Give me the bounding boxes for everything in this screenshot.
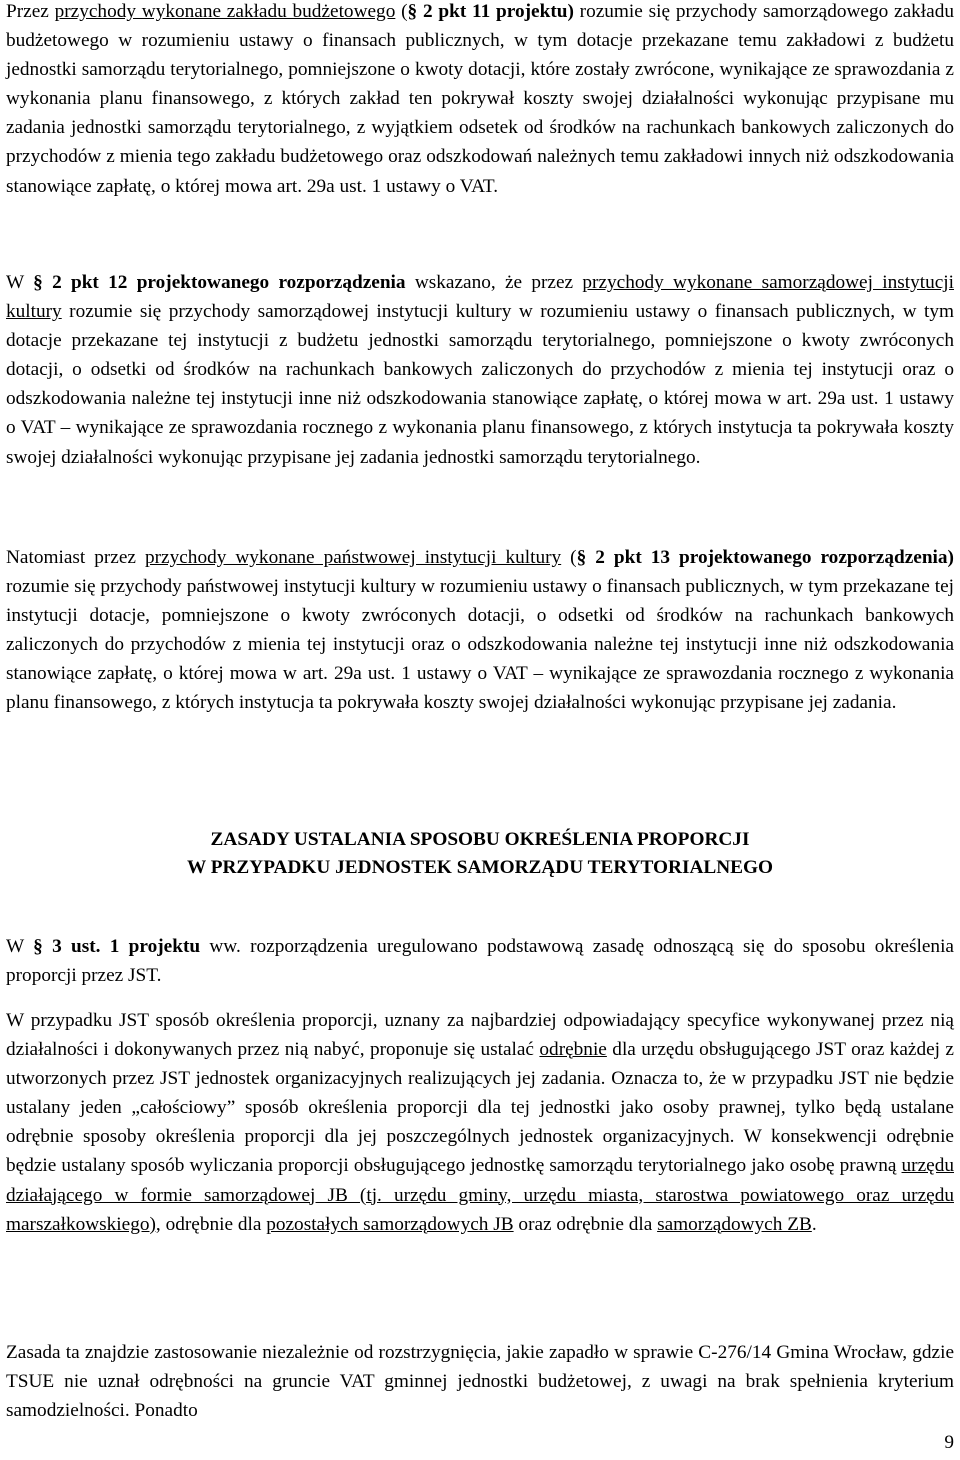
term-przychody-panstwowej-instytucji: przychody wykonane państwowej instytucji kultury (144, 547, 562, 568)
text-run: oraz odrębnie dla (513, 1213, 658, 1235)
text-run: Przez (6, 1, 55, 22)
paragraph-samorzadowa-instytucja-kultury (6, 268, 954, 472)
text-run: ww. rozporządzenia uregulowano podstawową zasadę odnoszącą się do sposobu określenia proporcji przez JST. (6, 936, 954, 987)
text-run: rozumie się przychody samorządowej instytucji kultury w rozumieniu ustawy o finansach publicznych, w tym dotacje przekazane tej instytucji z budżetu jednostki samorządu terytorialnego, pomniejszone o kwoty zwróconych dotacji, o odsetki od środków na rachunkach bankowych zaliczonych do przychodów z mienia tej instytucji oraz o odszkodowania należne tej instytucji inne niż odszkodowania stanowiące zapłatę, o której mowa w art. 29a ust. 1 ustawy o VAT – wynikające ze sprawozdania rocznego z wykonania planu finansowego, z których instytucja ta pokrywała koszty swojej działalności wykonując przypisane jej zadania jednostki samorządu terytorialnego. (6, 301, 954, 468)
text-run: W (6, 272, 34, 293)
text-run: Natomiast przez (6, 547, 145, 568)
text-run: W (6, 936, 34, 957)
text-run: , odrębnie dla (155, 1213, 267, 1235)
section-heading (6, 826, 954, 882)
term-przychody-zakladu: przychody wykonane zakładu budżetowego (54, 1, 396, 22)
term-samorzadowe-zb: samorządowych ZB (657, 1213, 812, 1235)
page-number: 9 (944, 1432, 954, 1453)
term-pozostale-jb: pozostałych samorządowych JB (266, 1213, 514, 1235)
text-run: dla urzędu obsługującego JST oraz każdej z utworzonych przez JST jednostek organizacyjnych realizujących jej zadania. Oznacza to, że w przypadku JST nie będzie ustalany jeden „całościowy” sposób określenia proporcji dla tej jednostki jako osoby prawnej, tylko będą ustalane odrębnie sposoby określenia proporcji dla jej poszczególnych jednostek organizacyjnych. W konsekwencji odrębnie będzie ustalany sposób wyliczania proporcji obsługującego jednostkę samorządu terytorialnego jako osobę prawną (6, 1039, 954, 1177)
paragraph-panstwowa-instytucja-kultury (6, 543, 954, 718)
text-run: ( (561, 547, 577, 568)
term-urzad-jb: urzędu działającego w formie samorządowej JB (tj. urzędu gminy, urzędu miasta, starostwa powiatowego oraz urzędu marszałkowskiego) (6, 1155, 954, 1235)
paragraph-jst-proporcja (6, 1006, 954, 1239)
text-run: Zasada ta znajdzie zastosowanie niezależnie od rozstrzygnięcia, jakie zapadło w sprawie C-276/14 Gmina Wrocław, gdzie TSUE nie uznał odrębności na gruncie VAT gminnej jednostki budżetowej, z uwagi na brak spełnienia kryterium samodzielności. Ponadto (6, 1342, 954, 1422)
reference-par-2-pkt-11: § 2 pkt 11 projektu) (407, 1, 574, 22)
text-run: W przypadku JST sposób określenia proporcji, uznany za najbardziej odpowiadający specyfice wykonywanej przez nią działalności i dokonywanych przez nią nabyć, proponuje się ustalać (6, 1010, 954, 1061)
section-heading-line-1: ZASADY USTALANIA SPOSOBU OKREŚLENIA PROPORCJI (210, 829, 750, 850)
paragraph-par-3-ust-1 (6, 932, 954, 990)
text-run: wskazano, że przez (405, 272, 583, 293)
reference-par-3-ust-1: § 3 ust. 1 projektu (33, 936, 201, 957)
paragraph-tsue (6, 1338, 954, 1425)
reference-par-2-pkt-13: § 2 pkt 13 projektowanego rozporządzenia) (576, 547, 954, 568)
text-run: . (811, 1213, 817, 1235)
paragraph-zaklad-budzetowy (6, 0, 954, 201)
text-run: ( (395, 1, 408, 22)
text-run: rozumie się przychody państwowej instytucji kultury w rozumieniu ustawy o finansach publicznych, w tym przekazane tej instytucji dotacje, pomniejszone o kwoty zwróconych dotacji, o odsetki od środków na rachunkach bankowych zaliczonych do przychodów z mienia tej instytucji oraz o odszkodowania należne tej instytucji inne niż odszkodowania stanowiące zapłatę, o której mowa w art. 29a ust. 1 ustawy o VAT – wynikające ze sprawozdania rocznego z wykonania planu finansowego, z których instytucja ta pokrywała koszty swojej działalności wykonując przypisane jej zadania. (6, 576, 954, 714)
term-przychody-samorzadowej-instytucji: przychody wykonane samorządowej instytucji kultury (6, 272, 954, 323)
term-odrebnie: odrębnie (539, 1039, 607, 1061)
text-run: rozumie się przychody samorządowego zakładu budżetowego w rozumieniu ustawy o finansach publicznych, w tym dotacje przekazane temu zakładowi z budżetu jednostki samorządu terytorialnego, pomniejszone o kwoty dotacji, które zostały zwrócone, wynikające ze sprawozdania z wykonania planu finansowego, z których zakład ten pokrywał koszty swojej działalności wykonując przypisane mu zadania jednostki samorządu terytorialnego, z wyjątkiem odsetek od środków na rachunkach bankowych zaliczonych do przychodów z mienia tego zakładu budżetowego oraz odszkodowań należnych temu zakładowi innych niż odszkodowania stanowiące zapłatę, o której mowa art. 29a ust. 1 ustawy o VAT. (6, 1, 955, 197)
section-heading-line-2: W PRZYPADKU JEDNOSTEK SAMORZĄDU TERYTORIALNEGO (186, 857, 774, 878)
reference-par-2-pkt-12: § 2 pkt 12 projektowanego rozporządzenia (33, 272, 406, 293)
